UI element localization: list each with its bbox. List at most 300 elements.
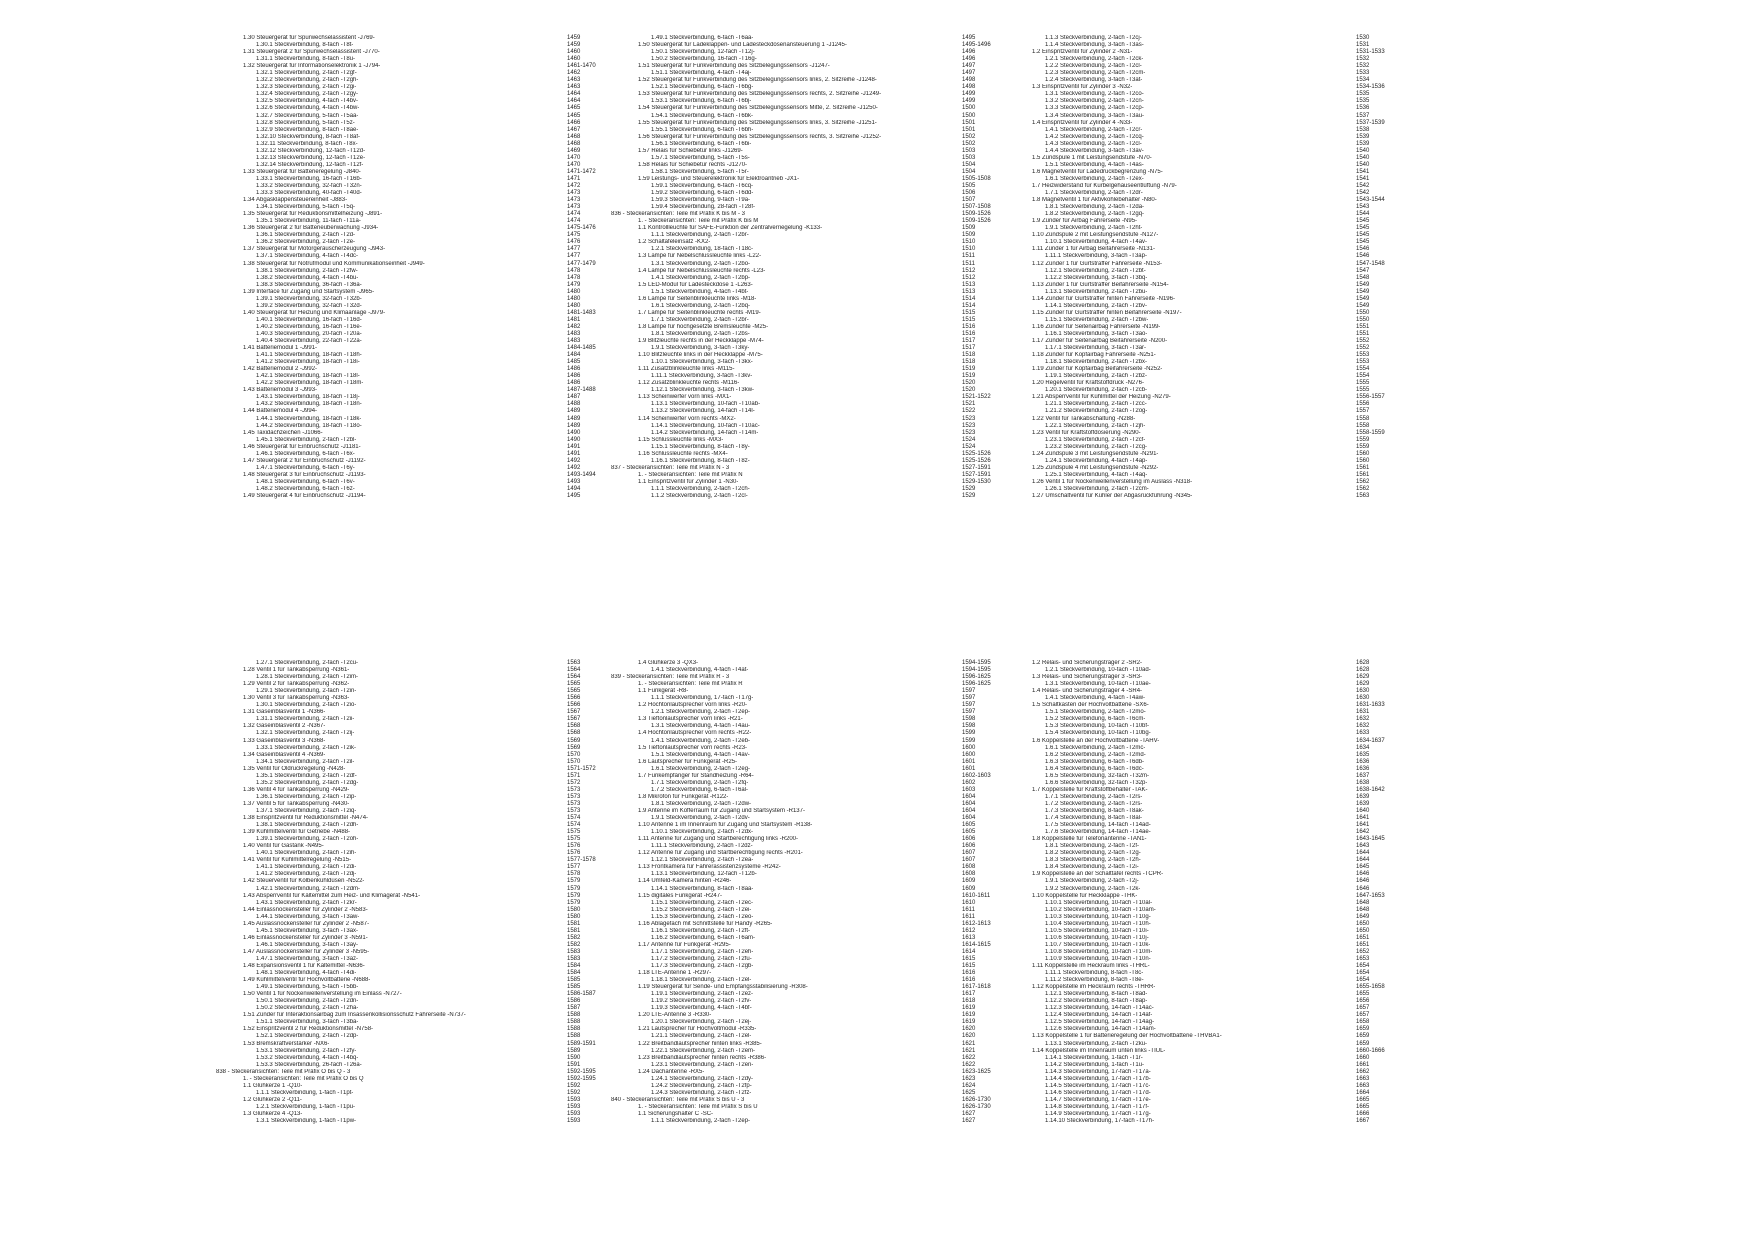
toc-entry-title: 1.52 Einspritzventil 2 für Reduktionsmittel -N758- [243, 1026, 374, 1033]
toc-subsection-row [1032, 444, 1432, 451]
toc-section-row [1032, 416, 1432, 423]
toc-page-number: 1566 [567, 702, 581, 709]
toc-entry-title: 1.26.1 Steckverbindung, 2-fach -T2cm- [1045, 486, 1149, 492]
toc-section-row [638, 105, 1038, 112]
toc-subsection-row [638, 197, 1038, 204]
toc-section-row [638, 808, 1038, 815]
toc-subsection-row [243, 956, 643, 963]
toc-page-number: 1653 [1356, 955, 1370, 962]
toc-entry-title: 1.14.1 Steckverbindung, 2-fach -T2bv- [1045, 302, 1148, 309]
toc-entry-title: 1.59.4 Steckverbindung, 28-fach -T28f- [651, 204, 756, 211]
toc-entry-title: 1.38.1 Steckverbindung, 2-fach -T2fw- [256, 267, 358, 274]
toc-section-row [243, 709, 643, 716]
toc-page-number: 1554 [1356, 366, 1370, 373]
toc-page-number: 1654 [1356, 977, 1370, 984]
toc-section-row [243, 345, 643, 352]
toc-page-number: 1488 [567, 401, 581, 408]
toc-page-number: 1663 [1356, 1082, 1370, 1089]
toc-section-row [638, 1012, 1038, 1019]
toc-page-number: 1471 [567, 175, 581, 182]
toc-entry-title: 1.59.3 Steckverbindung, 9-fach -T9a- [651, 197, 751, 204]
toc-section-row [243, 472, 643, 479]
toc-section-row [638, 282, 1038, 289]
toc-page-number: 1483 [567, 330, 581, 337]
toc-page-number: 1529 [962, 493, 976, 500]
toc-entry-title: 1.10 Zündspule 2 mit Leistungsendstufe -N127- [1032, 232, 1159, 239]
toc-page-number: 1612-1613 [962, 920, 991, 927]
toc-page-number: 1589 [567, 1047, 581, 1054]
toc-page-number: 1593 [567, 1118, 581, 1125]
toc-section-row [1032, 338, 1432, 345]
toc-subsection-row [243, 674, 643, 681]
toc-subsection-row [243, 134, 643, 141]
toc-entry-title: 1.7.3 Steckverbindung, 8-fach -T8ak- [1045, 807, 1144, 814]
toc-entry-title: 1.49.1 Steckverbindung, 6-fach -T6aa- [651, 35, 754, 41]
toc-section-row [638, 794, 1038, 801]
toc-page-number: 1545 [1356, 225, 1370, 232]
toc-subsection-row [1032, 239, 1432, 246]
toc-page-number: 1534 [1356, 77, 1370, 84]
toc-page-number: 1524 [962, 443, 976, 450]
toc-page-number: 1580 [567, 906, 581, 913]
toc-section-row [638, 394, 1038, 401]
toc-entry-title: 1.7.6 Steckverbindung, 14-fach -T14ae- [1045, 829, 1151, 836]
toc-subsection-row [1032, 886, 1432, 893]
toc-subsection-row [243, 773, 643, 780]
toc-entry-title: 1.29 Ventil 2 für Tankabsperrung -N362- [243, 681, 350, 688]
toc-entry-title: 1.8 Koppelstelle für Telefonantenne -TAN1- [1032, 836, 1147, 843]
toc-entry-title: 1.30 Ventil 3 für Tankabsperrung -N363- [243, 695, 350, 702]
toc-entry-title: 1.10 Antenne 1 im Innenraum für Zugang und Startsystem -R138- [638, 822, 813, 829]
toc-page-number: 1491 [567, 443, 581, 450]
toc-section-row [243, 935, 643, 942]
toc-page-number: 1622 [962, 1061, 976, 1068]
toc-page-number: 1545 [1356, 232, 1370, 239]
toc-entry-title: 1.9.1 Steckverbindung, 2-fach -T2dv- [651, 815, 750, 822]
toc-page-number: 1483 [567, 338, 581, 345]
toc-subsection-row [243, 745, 643, 752]
toc-entry-title: 1.9 Zünder für Airbag Fahrerseite -N95- [1032, 218, 1138, 225]
toc-section-row [1032, 660, 1432, 667]
toc-subsection-row [243, 479, 643, 486]
toc-page-number: 1582 [567, 934, 581, 941]
toc-entry-title: 1.36.1 Steckverbindung, 2-fach -T2ip- [256, 793, 357, 800]
toc-entry-title: 1.50.2 Steckverbindung, 2-fach -T2ha- [256, 1005, 359, 1012]
toc-entry-title: 1.12.4 Steckverbindung, 14-fach -T14af- [1045, 1012, 1153, 1019]
toc-page-number: 1572 [567, 779, 581, 786]
toc-entry-title: 1.58 Relais für Schiebetür rechts -J1270- [638, 161, 748, 168]
toc-entry-title: 1.47.1 Steckverbindung, 3-fach -T3az- [256, 955, 359, 962]
toc-section-row [243, 35, 643, 42]
toc-page-number: 1616 [962, 970, 976, 977]
toc-entry-title: 1.11.2 Steckverbindung, 8-fach -T8e- [1045, 977, 1144, 984]
toc-entry-title: 1.24.1 Steckverbindung, 4-fach -T4ap- [1045, 457, 1148, 464]
toc-subsection-row [243, 688, 643, 695]
toc-page-number: 1512 [962, 267, 976, 274]
toc-subsection-row [1032, 1069, 1432, 1076]
toc-entry-title: 1.50.1 Steckverbindung, 2-fach -T2dn- [256, 998, 359, 1005]
toc-subsection-row [243, 239, 643, 246]
toc-section-row [243, 1083, 643, 1090]
toc-page-number: 1632 [1356, 723, 1370, 730]
toc-subsection-row [243, 914, 643, 921]
toc-entry-title: 1.31 Steuergerät 2 für Spurwechselassistent -J770- [243, 49, 380, 56]
toc-page-number: 1626-1730 [962, 1096, 991, 1103]
toc-entry-title: 1.14.2 Steckverbindung, 14-fach -T14m- [651, 429, 759, 436]
toc-subsection-row [243, 338, 643, 345]
toc-subsection-row [243, 730, 643, 737]
toc-section-row [1032, 1033, 1432, 1040]
toc-section-row [638, 1041, 1038, 1048]
toc-page-number: 1575 [567, 836, 581, 843]
toc-section-row [638, 836, 1038, 843]
toc-page-number: 1621 [962, 1047, 976, 1054]
toc-page-number: 1663 [1356, 1075, 1370, 1082]
toc-entry-title: 1.48.2 Steckverbindung, 6-fach -T6z- [256, 486, 355, 492]
toc-entry-title: 1.6 Lautsprecher für Funkgerät -R25- [638, 758, 738, 765]
toc-page-number: 1593 [567, 1103, 581, 1110]
toc-entry-title: 1.9 Antenne im Kofferraum für Zugang und Startsystem -R137- [638, 807, 805, 814]
toc-page-number: 1527-1591 [962, 464, 991, 471]
toc-page-number: 1544 [1356, 211, 1370, 218]
toc-section-row [243, 1026, 643, 1033]
toc-page-number: 1573 [567, 800, 581, 807]
toc-entry-title: 1.40 Steuergerät für Heizung und Klimaanlage -J979- [243, 309, 386, 316]
toc-subsection-row [1032, 1118, 1432, 1125]
toc-section-row [638, 1104, 1038, 1111]
toc-page-number: 1540 [1356, 161, 1370, 168]
toc-page-number: 1660-1666 [1356, 1047, 1385, 1054]
toc-entry-title: 1.43.1 Steckverbindung, 18-fach -T18j- [256, 394, 360, 401]
toc-page-number: 1517 [962, 338, 976, 345]
toc-entry-title: 1.20 Regelventil für Kraftstoffdruck -N276- [1032, 380, 1144, 387]
toc-entry-title: 1.32.14 Steckverbindung, 12-fach -T12f- [256, 161, 364, 168]
toc-page-number: 1665 [1356, 1103, 1370, 1110]
toc-section-row [243, 197, 643, 204]
toc-entry-title: 1.13.1 Steckverbindung, 12-fach -T12b- [651, 871, 757, 878]
toc-page-number: 1558 [1356, 422, 1370, 429]
toc-subsection-row [1032, 977, 1432, 984]
toc-subsection-row [1032, 289, 1432, 296]
toc-section-row [243, 387, 643, 394]
toc-entry-title: 1.10.3 Steckverbindung, 10-fach -T10g- [1045, 913, 1151, 920]
toc-page-number: 1569 [567, 744, 581, 751]
toc-page-number: 1552 [1356, 338, 1370, 345]
toc-entry-title: 1.16.1 Steckverbindung, 3-fach -T3ao- [1045, 330, 1148, 337]
toc-section-row [243, 225, 643, 232]
toc-chapter-row [611, 1096, 1038, 1104]
toc-entry-title: 1.46.1 Steckverbindung, 6-fach -T6x- [256, 450, 355, 457]
toc-subsection-row [638, 991, 1038, 998]
toc-page-number: 1477 [567, 253, 581, 260]
toc-entry-title: 1.36 Steuergerät 2 für Batterieüberwachung -J934- [243, 225, 379, 232]
toc-entry-title: 1.42 Batteriemodul 2 -J992- [243, 366, 318, 373]
toc-page-number: 1511 [962, 253, 975, 260]
toc-entry-title: 1.10.6 Steckverbindung, 10-fach -T10j- [1045, 934, 1149, 941]
toc-page-number: 1539 [1356, 140, 1370, 147]
toc-subsection-row [1032, 857, 1432, 864]
toc-entry-title: 1.4 Relais- und Sicherungsträger 4 -SR4- [1032, 688, 1143, 695]
toc-subsection-row [1032, 935, 1432, 942]
toc-page-number: 1542 [1356, 190, 1370, 197]
toc-entry-title: 1.3 Tieftonlautsprecher vorn links -R21- [638, 716, 743, 723]
toc-page-number: 1589-1591 [567, 1040, 596, 1047]
toc-entry-title: 1.9 Koppelstelle an der Schalttafel rechts -TCPR- [1032, 871, 1164, 878]
toc-entry-title: 1.15 Zünder für Gurtstraffer hinten Beifahrerseite -N197- [1032, 309, 1182, 316]
toc-entry-title: 1.32.7 Steckverbindung, 5-fach -T5aa- [256, 112, 359, 119]
toc-entry-title: 1.12.5 Steckverbindung, 14-fach -T14ag- [1045, 1019, 1155, 1026]
toc-entry-title: 1.22 Breitbandlautsprecher hinten links -R385- [638, 1040, 762, 1047]
toc-section-row [638, 878, 1038, 885]
toc-entry-title: 1.4.4 Steckverbindung, 3-fach -T3av- [1045, 147, 1144, 154]
toc-page-number: 1618 [962, 998, 976, 1005]
toc-page-number: 1585 [567, 977, 581, 984]
toc-section-row [638, 225, 1038, 232]
toc-page-number: 1473 [567, 197, 581, 204]
toc-subsection-row [1032, 1012, 1432, 1019]
toc-subsection-row [638, 738, 1038, 745]
toc-page-number: 1519 [962, 373, 976, 380]
toc-subsection-row [638, 949, 1038, 956]
toc-section-row [638, 268, 1038, 275]
toc-subsection-row [638, 387, 1038, 394]
toc-subsection-row [243, 373, 643, 380]
toc-subsection-row [1032, 1062, 1432, 1069]
toc-subsection-row [243, 176, 643, 183]
toc-entry-title: 1.44.1 Steckverbindung, 18-fach -T18k- [256, 415, 362, 422]
toc-page-number: 1480 [567, 302, 581, 309]
toc-entry-title: 1.34 Gaseinblasventil 4 -N369- [243, 751, 326, 758]
toc-section-row [638, 759, 1038, 766]
toc-page-number: 1560 [1356, 450, 1370, 457]
toc-subsection-row [638, 752, 1038, 759]
toc-entry-title: 1.3.1 Steckverbindung, 2-fach -T2co- [1045, 91, 1144, 98]
toc-subsection-row [638, 35, 1038, 42]
toc-page-number: 1470 [567, 154, 581, 161]
toc-entry-title: 1.6.4 Steckverbindung, 6-fach -T6dc- [1045, 765, 1144, 772]
toc-page-number: 1486 [567, 366, 581, 373]
toc-entry-title: 1.9.1 Steckverbindung, 2-fach -T2ht- [1045, 225, 1143, 232]
toc-page-number: 1660 [1356, 1054, 1370, 1061]
toc-entry-title: 1.40.4 Steckverbindung, 22-fach -T22a- [256, 338, 362, 345]
toc-page-number: 1468 [567, 133, 581, 140]
toc-entry-title: 1.5.1 Steckverbindung, 4-fach -T4av- [651, 751, 750, 758]
toc-page-number: 1604 [962, 815, 976, 822]
toc-entry-title: 1.7 Lampe für Seitenblinkleuchte rechts -M19- [638, 309, 761, 316]
toc-section-row [243, 893, 643, 900]
toc-page-number: 1597 [962, 709, 976, 716]
toc-page-number: 1519 [962, 366, 976, 373]
toc-entry-title: 1.40.1 Steckverbindung, 16-fach -T16d- [256, 316, 362, 323]
toc-section-row [1032, 218, 1432, 225]
toc-chapter-row [611, 211, 1038, 218]
toc-page-number: 1541 [1356, 168, 1370, 175]
toc-entry-title: 1.36 Ventil 4 für Tankabsperrung -N429- [243, 786, 350, 793]
toc-subsection-row [638, 667, 1038, 674]
toc-entry-title: 1.42.1 Steckverbindung, 2-fach -T2dm- [256, 885, 361, 892]
toc-page-number: 1514 [962, 295, 976, 302]
toc-entry-title: 1.20 LTE-Antenne 3 -R330- [638, 1012, 712, 1019]
toc-page-number: 1593 [567, 1111, 581, 1117]
toc-subsection-row [1032, 864, 1432, 871]
toc-page-number: 1603 [962, 786, 976, 793]
toc-entry-title: 1.6.2 Steckverbindung, 2-fach -T2md- [1045, 751, 1146, 758]
toc-entry-title: 1.10.1 Steckverbindung, 4-fach -T4av- [1045, 239, 1148, 246]
toc-entry-title: 1.32.4 Steckverbindung, 2-fach -T2gy- [256, 91, 359, 98]
toc-entry-title: 1.2.4 Steckverbindung, 3-fach -T3at- [1045, 77, 1143, 84]
toc-entry-title: 1.33.2 Steckverbindung, 32-fach -T32n- [256, 182, 362, 189]
toc-entry-title: 1.11.1 Steckverbindung, 3-fach -T3kv- [651, 373, 753, 380]
toc-page-number: 1525-1526 [962, 457, 991, 464]
toc-entry-title: 1.19 Steuergerät für Sende- und Empfangsstabilisierung -R308- [638, 984, 808, 991]
toc-page-number: 1619 [962, 1012, 976, 1019]
toc-page-number: 1631 [1356, 709, 1370, 716]
toc-entry-title: 1.31.1 Steckverbindung, 8-fach -T8u- [256, 56, 356, 63]
toc-page-number: 1569 [567, 737, 581, 744]
toc-subsection-row [638, 843, 1038, 850]
toc-entry-title: 1.6.1 Steckverbindung, 2-fach -T2ex- [1045, 175, 1144, 182]
toc-entry-title: 1.10.1 Steckverbindung, 10-fach -T10al- [1045, 899, 1153, 906]
toc-subsection-row [638, 261, 1038, 268]
toc-page-number: 1612 [962, 927, 976, 934]
toc-subsection-row [243, 253, 643, 260]
toc-entry-title: 1.5.1 Steckverbindung, 4-fach -T4as- [1045, 161, 1144, 168]
toc-page-number: 1486 [567, 373, 581, 380]
toc-page-number: 1556-1557 [1356, 394, 1385, 401]
toc-subsection-row [638, 963, 1038, 970]
toc-subsection-row [243, 232, 643, 239]
toc-entry-title: 1.13.1 Steckverbindung, 2-fach -T2bu- [1045, 288, 1148, 295]
toc-entry-title: 1.2 Schaltafeleinsatz -KX2- [638, 239, 711, 246]
toc-entry-title: 1.18 Zünder für Kopfairbag Fahrerseite -N251- [1032, 352, 1156, 359]
toc-page-number: 1514 [962, 302, 976, 309]
toc-subsection-row [243, 1090, 643, 1097]
toc-entry-title: 1.10.1 Steckverbindung, 2-fach -T2dx- [651, 829, 754, 836]
toc-page-number: 1644 [1356, 850, 1370, 857]
toc-entry-title: 1.32.9 Steckverbindung, 8-fach -T8ae- [256, 126, 359, 133]
toc-page-number: 1535 [1356, 91, 1370, 98]
toc-entry-title: 1.57.1 Steckverbindung, 5-fach -T5s- [651, 154, 750, 161]
toc-entry-title: 1.41.2 Steckverbindung, 2-fach -T2dj- [256, 871, 357, 878]
toc-page-number: 1664 [1356, 1089, 1370, 1096]
toc-page-number: 1464 [567, 91, 581, 98]
toc-subsection-row [1032, 716, 1432, 723]
toc-entry-title: 1.51 Zünder für Interaktionsairbag zum Insassenkollisionsschutz Fahrerseite -N737- [243, 1012, 466, 1019]
toc-entry-title: 1.1.1 Steckverbindung, 17-fach -T17g- [651, 695, 754, 702]
toc-subsection-row [638, 928, 1038, 935]
toc-section-row [243, 843, 643, 850]
toc-entry-title: 1.13 Frontkamera für Fahrerassistenzsysteme -R242- [638, 864, 781, 871]
toc-entry-title: 1.41.1 Steckverbindung, 2-fach -T2di- [256, 864, 357, 871]
toc-entry-title: 1.32.3 Steckverbindung, 2-fach -T2gi- [256, 84, 357, 91]
toc-entry-title: 1.22 Ventil für Tankabschaltung -N288- [1032, 415, 1136, 422]
toc-entry-title: 1.1.3 Steckverbindung, 2-fach -T2cj- [1045, 35, 1142, 41]
toc-entry-title: 1.4.1 Steckverbindung, 4-fach -T4at- [651, 667, 749, 674]
toc-entry-title: 1.19 Zünder für Kopfairbag Beifahrerseite -N252- [1032, 366, 1163, 373]
toc-subsection-row [638, 857, 1038, 864]
toc-entry-title: 1.39 Kühlmittelventil für Getriebe -N488- [243, 829, 351, 836]
toc-subsection-row [1032, 1104, 1432, 1111]
toc-entry-title: 1.32.1 Steckverbindung, 2-fach -T2gf- [256, 70, 357, 77]
toc-entry-title: 1.32.1 Steckverbindung, 2-fach -T2ij- [256, 730, 355, 737]
toc-page-number: 1491 [567, 450, 581, 457]
toc-subsection-row [638, 141, 1038, 148]
toc-page-number: 1588 [567, 1012, 581, 1019]
toc-page-number: 1629 [1356, 674, 1370, 681]
toc-subsection-row [1032, 401, 1432, 408]
toc-page-number: 1574 [567, 822, 581, 829]
toc-entry-title: 1.13 Scheinwerfer vorn links -MX1- [638, 394, 732, 401]
toc-page-number: 1537 [1356, 112, 1370, 119]
toc-page-number: 1590 [567, 1054, 581, 1061]
toc-page-number: 1481 [567, 316, 581, 323]
toc-entry-title: 1.6 Koppelstelle an der Hochvoltbatterie -TAHV- [1032, 737, 1160, 744]
toc-page-number: 1567 [567, 709, 581, 716]
toc-page-number: 1629 [1356, 681, 1370, 688]
toc-section-row [638, 773, 1038, 780]
toc-section-row [1032, 120, 1432, 127]
toc-page-number: 1547 [1356, 267, 1370, 274]
toc-page-number: 1601 [962, 758, 976, 765]
toc-entry-title: 1.31 Gaseinblasventil 1 -N366- [243, 709, 326, 716]
toc-page-number: 1641 [1356, 822, 1370, 829]
toc-section-row [638, 1069, 1038, 1076]
toc-page-number: 1638 [1356, 779, 1370, 786]
toc-entry-title: 1.32.13 Steckverbindung, 12-fach -T12e- [256, 154, 366, 161]
toc-entry-title: 1.12.1 Steckverbindung, 2-fach -T2bt- [1045, 267, 1146, 274]
toc-entry-title: 1.10.7 Steckverbindung, 10-fach -T10k- [1045, 941, 1151, 948]
toc-subsection-row [1032, 253, 1432, 260]
toc-entry-title: 1.5 LED-Modul für Ladesteckdose 1 -L263- [638, 281, 753, 288]
toc-page-number: 1510 [962, 246, 976, 253]
toc-section-row [1032, 261, 1432, 268]
toc-subsection-row [1032, 225, 1432, 232]
toc-page-number: 1501 [962, 126, 976, 133]
toc-entry-title: 1.16 Ablagefach mit Schnittstelle für Handy -R265- [638, 920, 773, 927]
toc-page-number: 1584 [567, 970, 581, 977]
toc-page-number: 1507 [962, 197, 976, 204]
toc-page-number: 1521-1522 [962, 394, 991, 401]
toc-entry-title: 1.10 Koppelstelle für Heckklappe -THK- [1032, 892, 1138, 899]
toc-entry-title: 1.37.1 Steckverbindung, 2-fach -T2iq- [256, 807, 357, 814]
toc-entry-title: 1.54 Steuergerät für Funkverbindung des Sitzbelegungssensors Mitte, 2. Sitzreihe -J1250- [638, 105, 878, 112]
toc-entry-title: 837 - Steckeransichten: Teile mit Präfix N - 3 [611, 464, 730, 471]
toc-page-number: 1636 [1356, 765, 1370, 772]
toc-subsection-row [638, 1033, 1038, 1040]
toc-page-number: 1503 [962, 154, 976, 161]
toc-entry-title: 1.40.1 Steckverbindung, 2-fach -T2ih- [256, 850, 357, 857]
toc-entry-title: 1.11.1 Steckverbindung, 8-fach -T8c- [1045, 970, 1144, 977]
toc-entry-title: 1.2.2 Steckverbindung, 2-fach -T2cl- [1045, 63, 1142, 70]
toc-page-number: 1532 [1356, 63, 1370, 70]
toc-entry-title: 1.9.2 Steckverbindung, 2-fach -T2k- [1045, 885, 1141, 892]
toc-entry-title: 1.50.1 Steckverbindung, 12-fach -T12j- [651, 49, 755, 56]
toc-page-number: 1643-1645 [1356, 836, 1385, 843]
toc-section-row [1032, 169, 1432, 176]
toc-subsection-row [638, 907, 1038, 914]
toc-section-row [638, 745, 1038, 752]
toc-entry-title: 1.13 Koppelstelle 1 für Batterieregelung der Hochvoltbatterie -THVBA1- [1032, 1033, 1222, 1040]
toc-section-row [243, 695, 643, 702]
toc-page-number: 1464 [567, 98, 581, 105]
toc-subsection-row [1032, 331, 1432, 338]
toc-subsection-row [243, 822, 643, 829]
toc-subsection-row [1032, 850, 1432, 857]
toc-entry-title: 1.6 Magnetventil für Ladedruckbegrenzung -N75- [1032, 168, 1163, 175]
toc-entry-title: 1.21.2 Steckverbindung, 2-fach -T2og- [1045, 408, 1148, 415]
toc-entry-title: 1.49.1 Steckverbindung, 5-fach -T5bb- [256, 984, 359, 991]
toc-entry-title: 1.22.1 Steckverbindung, 2-fach -T2em- [651, 1047, 756, 1054]
